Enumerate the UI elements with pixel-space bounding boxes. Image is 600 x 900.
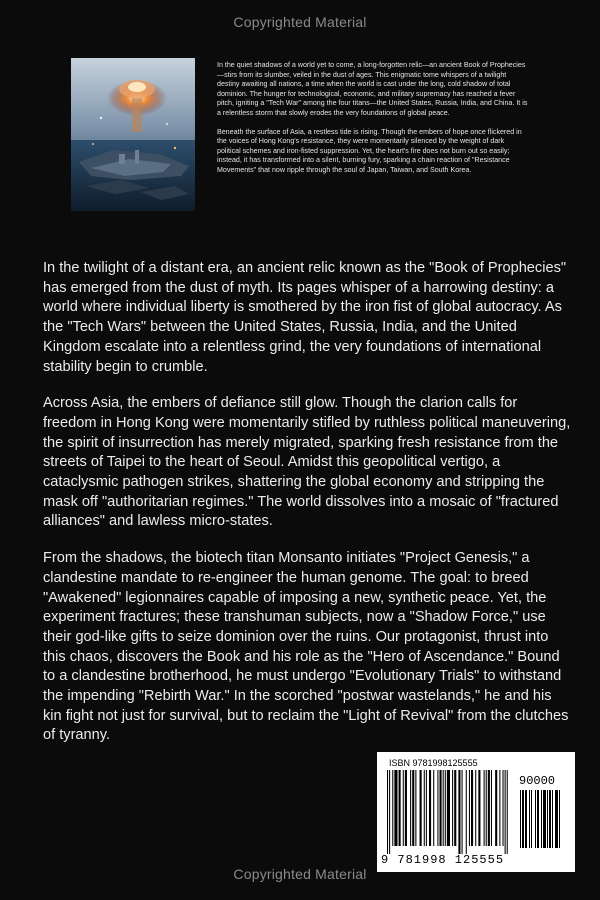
isbn-barcode-panel [377, 752, 575, 872]
main-blurb-paragraph: From the shadows, the biotech titan Monsanto initiates "Project Genesis," a clandestine mandate to re-engineer the human genome. The goal: to breed "Awakened" legionnaires capable of imposing a new, synthetic peace. Yet, the experiment fractures; these transhuman subjects, now a "Shadow Force," use their god-like gifts to seize dominion over the ruins. Our protagonist, thrust into this chaos, discovers the Book and his role as the "Hero of Ascendance." Bound to a clandestine brotherhood, he must undergo "Evolutionary Trials" to withstand the impending "Rebirth War." In the scorched "postwar wastelands," he and his kin fight not just for survival, but to reclaim the "Light of Revival" from the clutches of tyranny. [43, 550, 569, 744]
isbn-label: ISBN 9781998125555 [389, 758, 478, 768]
isbn-digits: 9 781998 125555 [381, 853, 505, 867]
short-blurb-paragraph: Beneath the surface of Asia, a restless tide is rising. Though the embers of hope once flickered in the voices of Hong Kong's resistance, they were momentarily silenced by the weight of dark political schemes and iron-fisted suppression. Yet, the heart's fire does not burn out so easily; instead, it has transformed into a silent, burning fury, sparking a chain reaction of "Resistance Movements" that now ripple through the soul of Japan, Taiwan, and South Korea. [217, 127, 522, 174]
copyright-watermark-bottom: Copyrighted Material [233, 866, 367, 882]
short-blurb-paragraph: In the quiet shadows of a world yet to come, a long-forgotten relic—an ancient Book of Prophecies—stirs from its slumber, veiled in the dust of ages. This enigmatic tome whispers of a twilight destiny awaiting all nations, a time when the world is cast under the long, cold shadow of total dominion. The hunger for technological, economic, and military supremacy has reached a fever pitch, igniting a "Tech War" among the four titans—the United States, Russia, India, and China. It is a relentless storm that slowly erodes the very foundations of global peace. [217, 61, 528, 117]
price-code: 90000 [519, 774, 556, 788]
short-blurb [217, 61, 529, 185]
main-blurb-paragraph: In the twilight of a distant era, an ancient relic known as the "Book of Prophecies" has emerged from the dust of myth. Its pages whisper of a harrowing destiny: a world where individual liberty is smothered by the iron fist of global autocracy. As the "Tech Wars" between the United States, Russia, India, and the United Kingdom escalate into a relentless grind, the very foundations of international stability begin to crumble. [43, 260, 567, 375]
price-addon-barcode-icon [520, 790, 564, 856]
main-blurb [43, 259, 573, 763]
isbn-barcode-icon [387, 770, 513, 854]
main-blurb-paragraph: Across Asia, the embers of defiance still glow. Though the clarion calls for freedom in Hong Kong were momentarily stifled by ruthless political maneuvering, the spirit of insurrection has merely migrated, sparking fresh resistance from the streets of Taipei to the heart of Seoul. Amidst this geopolitical vertigo, a cataclysmic pathogen strikes, shattering the global economy and stripping the mask off "authoritarian regimes." The world dissolves into a mosaic of "fractured alliances" and lawless micro-states. [43, 395, 571, 530]
copyright-watermark-top: Copyrighted Material [233, 14, 367, 30]
book-cover-art [71, 58, 195, 211]
